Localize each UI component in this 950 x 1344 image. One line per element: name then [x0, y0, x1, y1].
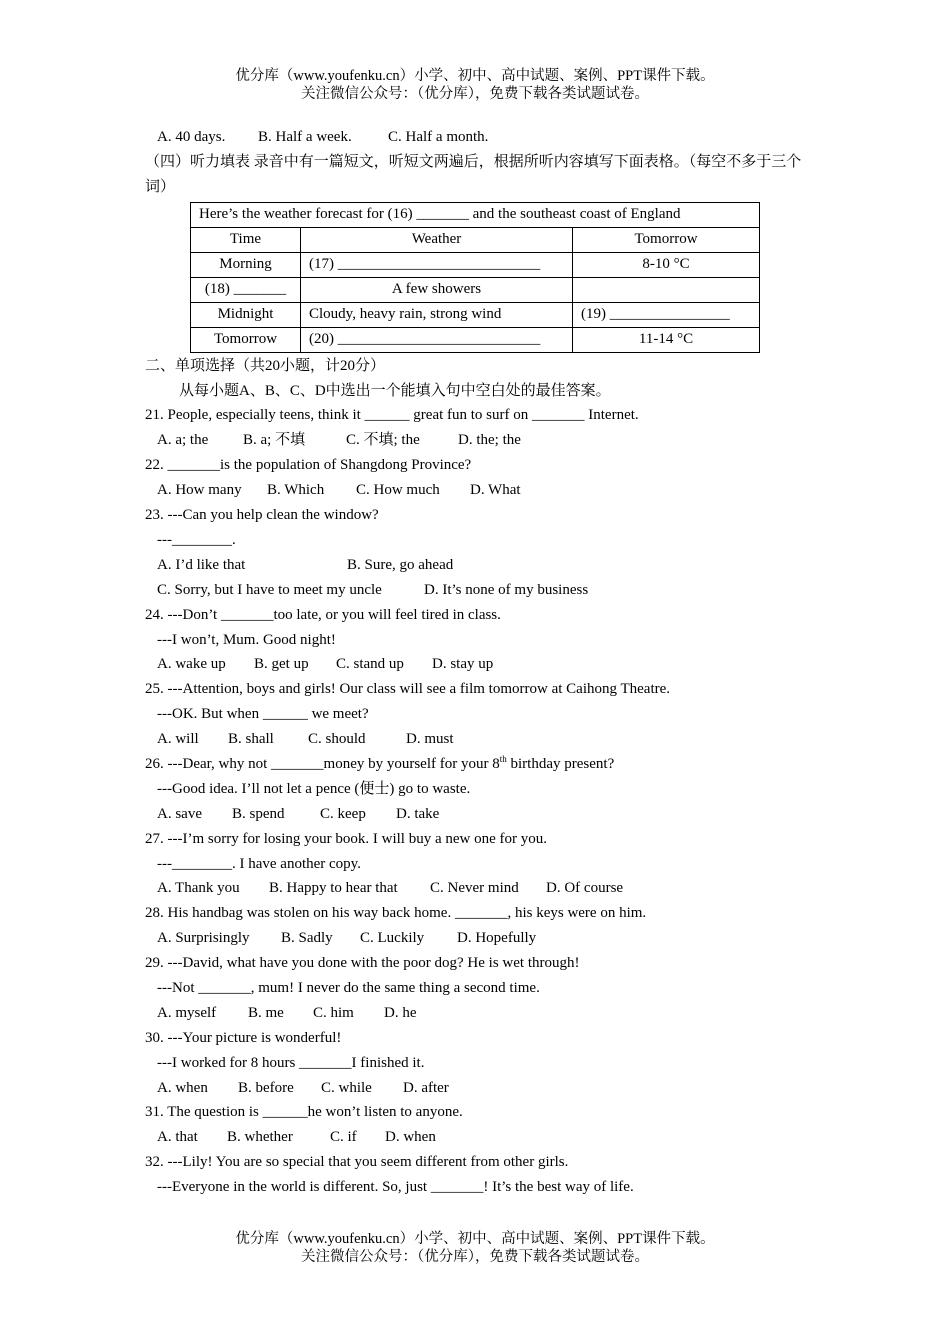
- option-d: D. stay up: [432, 656, 494, 673]
- option-c: C. should: [308, 731, 366, 748]
- page-footer: [0, 1230, 950, 1266]
- q20-options: [145, 125, 815, 150]
- question-options: [145, 926, 815, 951]
- question-reply: ---Everyone in the world is different. So, just _______! It’s the best way of life.: [157, 1179, 634, 1196]
- option-b: B. Which: [267, 482, 325, 499]
- question-reply: ---I won’t, Mum. Good night!: [157, 631, 336, 648]
- question-reply: ---Good idea. I’ll not let a pence (便士) go to waste.: [157, 780, 471, 797]
- header-line-2: 关注微信公众号：（优分库），免费下载各类试题试卷。: [301, 86, 649, 102]
- option-c: C. How much: [356, 482, 440, 499]
- table-cell: (19) ________________: [573, 302, 760, 327]
- option-d: D. Of course: [546, 880, 624, 897]
- option-a: A. Surprisingly: [157, 930, 250, 947]
- option-d: D. he: [384, 1004, 417, 1021]
- header-weather: Weather: [301, 227, 573, 252]
- ordinal-suffix: th: [499, 753, 507, 764]
- part2-title: 二、单项选择（共20小题，计20分）: [145, 357, 386, 374]
- option-c: C. keep: [320, 805, 366, 822]
- option-b: B. spend: [232, 805, 285, 822]
- question-options: [145, 578, 815, 603]
- question-options: [145, 428, 815, 453]
- option-d: D. Hopefully: [457, 930, 537, 947]
- option-c: C. stand up: [336, 656, 404, 673]
- question-options: [145, 478, 815, 503]
- table-cell: Morning: [191, 252, 301, 277]
- question-options: [145, 802, 815, 827]
- option-b: B. Sadly: [281, 930, 333, 947]
- table-cell: 11-14 °C: [573, 327, 760, 352]
- table-cell: A few showers: [301, 277, 573, 302]
- weather-forecast-table: [190, 202, 760, 353]
- section4-instruction: （四）听力填表 录音中有一篇短文，听短文两遍后，根据所听内容填写下面表格。（每空不多于三个词）: [145, 153, 802, 195]
- option-a: A. How many: [157, 482, 242, 499]
- option-c: C. Never mind: [430, 880, 519, 897]
- table-cell: (20) ___________________________: [301, 327, 573, 352]
- option-b: B. Half a week.: [258, 129, 352, 145]
- option-a: A. 40 days.: [157, 129, 226, 145]
- option-d: D. must: [406, 731, 454, 748]
- option-c: C. if: [330, 1129, 357, 1146]
- option-d: D. after: [403, 1079, 449, 1096]
- option-d: D. when: [385, 1129, 436, 1146]
- option-b: B. Sure, go ahead: [347, 556, 454, 573]
- option-d: D. take: [396, 805, 440, 822]
- table-cell: Midnight: [191, 302, 301, 327]
- question-options: [145, 1076, 815, 1101]
- option-a: A. myself: [157, 1004, 217, 1021]
- option-a: A. will: [157, 731, 199, 748]
- question-options: [145, 652, 815, 677]
- option-a: A. I’d like that: [157, 556, 246, 573]
- exam-content: [145, 125, 815, 1200]
- option-b: B. whether: [227, 1129, 293, 1146]
- page-header: [0, 67, 950, 103]
- option-d: D. the; the: [458, 432, 521, 449]
- question-stem: 27. ---I’m sorry for losing your book. I will buy a new one for you.: [145, 830, 548, 847]
- option-a: A. wake up: [157, 656, 226, 673]
- question-stem: 31. The question is ______he won’t listen to anyone.: [145, 1104, 463, 1121]
- question-reply: ---Not _______, mum! I never do the same thing a second time.: [157, 979, 540, 996]
- header-time: Time: [191, 227, 301, 252]
- question-reply: ---________. I have another copy.: [157, 855, 361, 872]
- option-c: C. him: [313, 1004, 354, 1021]
- option-c: C. Sorry, but I have to meet my uncle: [157, 581, 382, 598]
- question-options: [145, 553, 815, 578]
- table-row: [191, 302, 760, 327]
- option-c: C. Half a month.: [388, 129, 489, 145]
- footer-line-1: 优分库（www.youfenku.cn）小学、初中、高中试题、案例、PPT课件下载。: [235, 1231, 715, 1247]
- stem-part: 26. ---Dear, why not _______money by yourself for your 8: [145, 755, 500, 772]
- question-reply: ---________.: [157, 531, 236, 548]
- table-cell: (18) _______: [191, 277, 301, 302]
- option-b: B. Happy to hear that: [269, 880, 398, 897]
- option-d: D. It’s none of my business: [424, 581, 589, 598]
- table-row: [191, 252, 760, 277]
- table-title-row: [191, 202, 760, 227]
- table-row: [191, 327, 760, 352]
- question-options: [145, 1125, 815, 1150]
- table-title: Here’s the weather forecast for (16) _______ and the southeast coast of England: [191, 202, 760, 227]
- part2-instruction: 从每小题A、B、C、D中选出一个能填入句中空白处的最佳答案。: [179, 382, 611, 399]
- question-options: [145, 876, 815, 901]
- header-tomorrow: Tomorrow: [573, 227, 760, 252]
- table-cell: (17) ___________________________: [301, 252, 573, 277]
- question-stem: [145, 752, 815, 777]
- option-b: B. before: [238, 1079, 294, 1096]
- option-c: C. Luckily: [360, 930, 425, 947]
- question-stem: 24. ---Don’t _______too late, or you will feel tired in class.: [145, 606, 501, 623]
- table-cell: Cloudy, heavy rain, strong wind: [301, 302, 573, 327]
- option-a: A. save: [157, 805, 202, 822]
- question-stem: 29. ---David, what have you done with the poor dog? He is wet through!: [145, 955, 580, 972]
- option-a: A. Thank you: [157, 880, 240, 897]
- table-cell: Tomorrow: [191, 327, 301, 352]
- question-stem: 30. ---Your picture is wonderful!: [145, 1029, 342, 1046]
- option-c: C. 不填; the: [346, 432, 420, 449]
- option-d: D. What: [470, 482, 521, 499]
- question-stem: 21. People, especially teens, think it ______ great fun to surf on _______ Internet.: [145, 407, 639, 424]
- question-stem: 23. ---Can you help clean the window?: [145, 507, 379, 524]
- question-options: [145, 727, 815, 752]
- option-c: C. while: [321, 1079, 372, 1096]
- header-line-1: 优分库（www.youfenku.cn）小学、初中、高中试题、案例、PPT课件下载。: [235, 68, 715, 84]
- table-row: [191, 277, 760, 302]
- option-a: A. when: [157, 1079, 208, 1096]
- table-header-row: [191, 227, 760, 252]
- question-stem: 22. _______is the population of Shangdong Province?: [145, 457, 472, 474]
- option-b: B. a; 不填: [243, 432, 306, 449]
- option-a: A. that: [157, 1129, 198, 1146]
- option-b: B. get up: [254, 656, 309, 673]
- option-b: B. shall: [228, 731, 274, 748]
- question-stem: 28. His handbag was stolen on his way back home. _______, his keys were on him.: [145, 905, 647, 922]
- question-stem: 32. ---Lily! You are so special that you seem different from other girls.: [145, 1154, 569, 1171]
- table-cell: [573, 277, 760, 302]
- option-a: A. a; the: [157, 432, 209, 449]
- question-options: [145, 1001, 815, 1026]
- question-reply: ---I worked for 8 hours _______I finished it.: [157, 1054, 425, 1071]
- question-stem: 25. ---Attention, boys and girls! Our class will see a film tomorrow at Caihong Theatre.: [145, 681, 671, 698]
- footer-line-2: 关注微信公众号：（优分库），免费下载各类试题试卷。: [301, 1249, 649, 1265]
- question-reply: ---OK. But when ______ we meet?: [157, 706, 369, 723]
- stem-part: birthday present?: [506, 755, 615, 772]
- table-cell: 8-10 °C: [573, 252, 760, 277]
- option-b: B. me: [248, 1004, 284, 1021]
